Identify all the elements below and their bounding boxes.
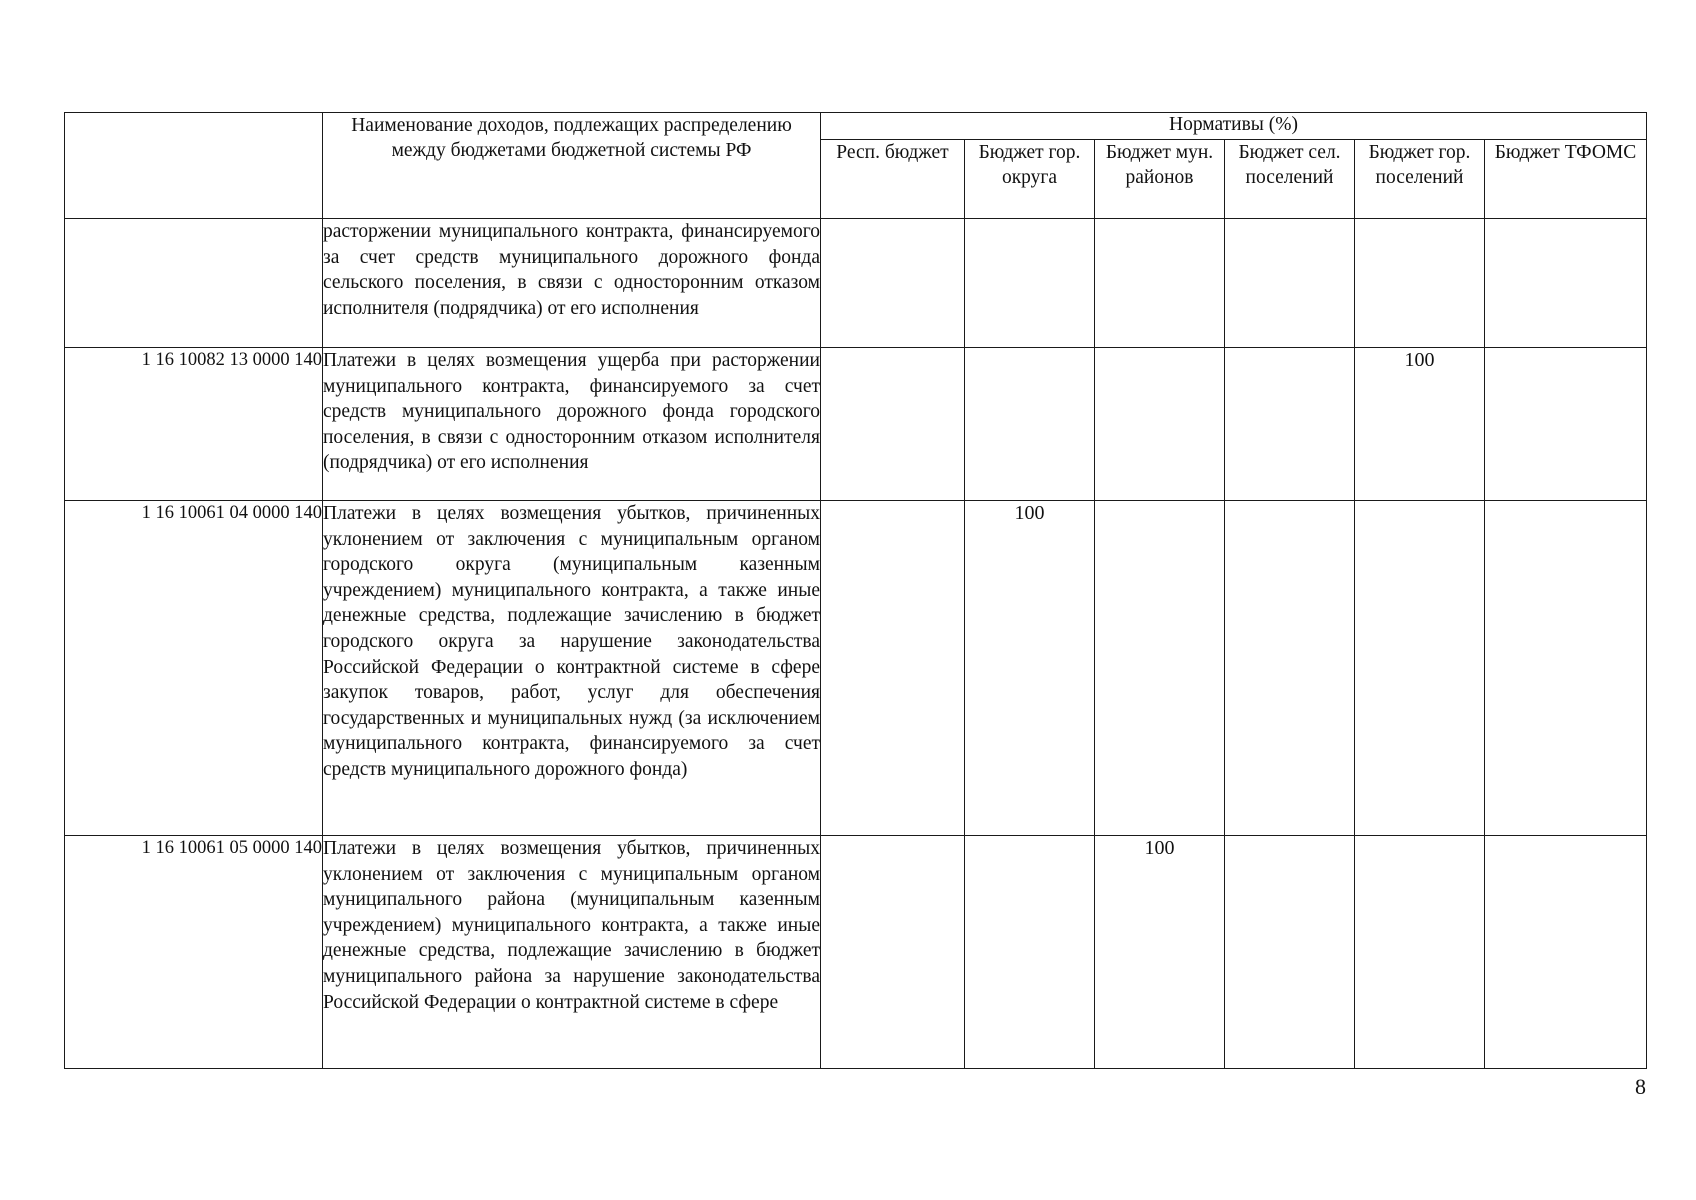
income-name: Платежи в целях возмещения ущерба при расторжении муниципального контракта, финансируемого за счет средств муниципального дорожного фонда городского поселения, в связи с односторонним отказом исполнителя (подрядчика) от его исполнения [323, 348, 821, 501]
value-rural-settlement-budget [1225, 348, 1355, 501]
value-mun-district-budget: 100 [1095, 836, 1225, 1069]
value-resp-budget [821, 501, 965, 836]
income-name-header: Наименование доходов, подлежащих распределению между бюджетами бюджетной системы РФ [323, 113, 821, 219]
value-resp-budget [821, 348, 965, 501]
page-number: 8 [1635, 1074, 1646, 1099]
header-row-1 [65, 113, 1647, 140]
table-row [65, 836, 1647, 1069]
value-tfoms-budget [1485, 348, 1647, 501]
income-name: Платежи в целях возмещения убытков, причиненных уклонением от заключения с муниципальным органом городского округа (муниципальным казенным учреждением) муниципального контракта, а также иные денежные средства, подлежащие зачислению в бюджет городского округа за нарушение законодательства Российской Федерации о контрактной системе в сфере закупок товаров, работ, услуг для обеспечения государственных и муниципальных нужд (за исключением муниципального контракта, финансируемого за счет средств муниципального дорожного фонда) [323, 501, 821, 836]
col-header-urban-settlement-budget: Бюджет гор. поселений [1355, 140, 1485, 219]
table-row [65, 501, 1647, 836]
value-rural-settlement-budget [1225, 501, 1355, 836]
income-code [65, 219, 323, 348]
value-urban-settlement-budget [1355, 501, 1485, 836]
value-city-district-budget: 100 [965, 501, 1095, 836]
value-mun-district-budget [1095, 219, 1225, 348]
value-resp-budget [821, 219, 965, 348]
table-row [65, 219, 1647, 348]
value-rural-settlement-budget [1225, 219, 1355, 348]
value-mun-district-budget [1095, 348, 1225, 501]
value-tfoms-budget [1485, 501, 1647, 836]
col-header-resp-budget: Респ. бюджет [821, 140, 965, 219]
value-urban-settlement-budget [1355, 836, 1485, 1069]
value-tfoms-budget [1485, 836, 1647, 1069]
value-city-district-budget [965, 348, 1095, 501]
income-code: 1 16 10082 13 0000 140 [65, 348, 323, 501]
income-name: Платежи в целях возмещения убытков, причиненных уклонением от заключения с муниципальным органом муниципального района (муниципальным казенным учреждением) муниципального контракта, а также иные денежные средства, подлежащие зачислению в бюджет муниципального района за нарушение законодательства Российской Федерации о контрактной системе в сфере [323, 836, 821, 1069]
value-city-district-budget [965, 219, 1095, 348]
value-urban-settlement-budget: 100 [1355, 348, 1485, 501]
table-row [65, 348, 1647, 501]
value-resp-budget [821, 836, 965, 1069]
value-urban-settlement-budget [1355, 219, 1485, 348]
income-code: 1 16 10061 05 0000 140 [65, 836, 323, 1069]
code-header [65, 113, 323, 219]
col-header-city-district-budget: Бюджет гор. округа [965, 140, 1095, 219]
col-header-rural-settlement-budget: Бюджет сел. поселений [1225, 140, 1355, 219]
value-tfoms-budget [1485, 219, 1647, 348]
col-header-mun-district-budget: Бюджет мун. районов [1095, 140, 1225, 219]
income-code: 1 16 10061 04 0000 140 [65, 501, 323, 836]
col-header-tfoms-budget: Бюджет ТФОМС [1485, 140, 1647, 219]
norms-group-header: Нормативы (%) [821, 113, 1647, 140]
value-mun-district-budget [1095, 501, 1225, 836]
value-rural-settlement-budget [1225, 836, 1355, 1069]
norms-table [64, 112, 1647, 1069]
income-name: расторжении муниципального контракта, финансируемого за счет средств муниципального дорожного фонда сельского поселения, в связи с односторонним отказом исполнителя (подрядчика) от его исполнения [323, 219, 821, 348]
value-city-district-budget [965, 836, 1095, 1069]
